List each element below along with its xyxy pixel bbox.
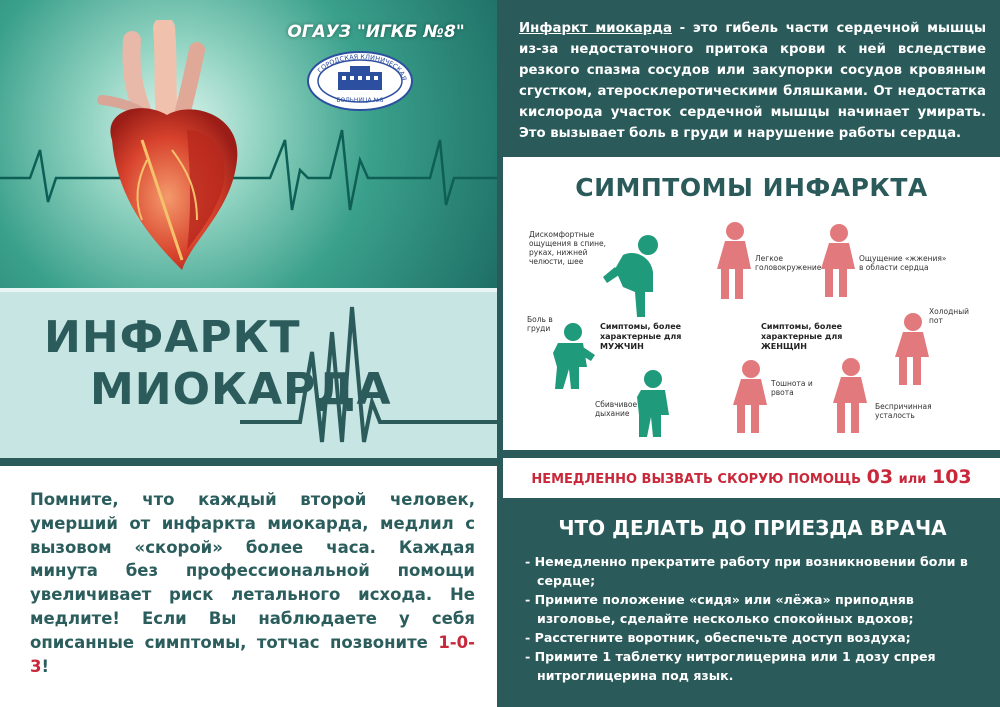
symptom-discomfort-label: Дискомфортные ощущения в спине, руках, нижней челюсти, шее [529,230,607,266]
first-aid-panel [503,502,1000,707]
symptoms-title: СИМПТОМЫ ИНФАРКТА [575,173,928,202]
symptom-cold-sweat-label: Холодный пот [929,307,969,325]
reminder-text: Помните, что каждый второй человек, умерший от инфаркта миокарда, медлил с вызовом «скорой» более часа. Каждая минута без профессиональной помощи увеличивает риск летального исхода. Не медлите! Если Вы наблюдаете у себя описанные симптомы, тотчас позвоните 1-0-3! [30,490,475,676]
first-aid-title: ЧТО ДЕЛАТЬ ДО ПРИЕЗДА ВРАЧА [558,516,947,540]
list-item: - Немедленно прекратите работу при возникновении боли в сердце; [525,554,968,588]
symptom-chest-pain-label: Боль в груди [527,315,553,333]
woman-nausea-icon [733,360,767,433]
woman-cold-sweat-icon [895,313,929,385]
page-title-line1: ИНФАРКТ [44,312,301,363]
emergency-call-banner [503,458,1000,498]
title-band [0,288,497,458]
woman-burning-icon [821,224,855,297]
symptom-fatigue-label: Беспричинная усталость [875,402,932,420]
symptom-dizziness-label: Легкое головокружение [755,254,822,272]
reminder-panel [0,466,497,707]
org-name: ОГАУЗ "ИГКБ №8" [287,22,465,42]
list-item: - Примите 1 таблетку нитроглицерина или 1 дозу спрея нитроглицерина под язык. [525,649,936,683]
definition-text: Инфаркт миокарда - это гибель части сердечной мышцы из-за недостаточного притока крови к ней вследствие резкого спазма сосудов или закупорки сосудов кровяным сгустком, атеросклеротическими бляшками. От недостатка кислорода участок сердечной мышцы начинает умирать. Это вызывает боль в груди и нарушение работы сердца. [519,21,986,141]
logo-text-bottom: БОЛЬНИЦА №8 [336,97,384,104]
emergency-number-103: 103 [931,466,972,488]
man-back-pain-icon [603,235,658,317]
woman-dizziness-icon [717,222,751,299]
woman-fatigue-icon [833,358,867,433]
symptoms-panel [503,157,1000,450]
symptom-nausea-label: Тошнота и рвота [771,379,813,397]
list-item: - Расстегните воротник, обеспечьте доступ воздуха; [525,630,911,645]
hospital-logo-icon [306,50,414,112]
emergency-text: НЕМЕДЛЕННО ВЫЗВАТЬ СКОРУЮ ПОМОЩЬ [531,472,862,487]
emergency-number: 1-0-3 [30,632,475,676]
page-title-line2: МИОКАРДА [90,364,392,415]
symptom-breathing-label: Сбивчивое дыхание [595,400,638,418]
symptom-burning-label: Ощущение «жжения» в области сердца [859,254,947,272]
definition-term: Инфаркт миокарда [519,21,672,36]
logo-text-top: ГОРОДСКАЯ КЛИНИЧЕСКАЯ [315,52,409,82]
emergency-or: или [898,472,927,487]
men-symptoms-heading: Симптомы, более характерные для МУЖЧИН [600,322,682,351]
emergency-number-03: 03 [866,466,894,488]
first-aid-list [525,552,980,685]
definition-panel [503,0,1000,150]
list-item: - Примите положение «сидя» или «лёжа» приподняв изголовье, сделайте несколько спокойных вдохов; [525,592,914,626]
heart-illustration-icon [72,20,272,280]
women-symptoms-heading: Симптомы, более характерные для ЖЕНЩИН [761,322,843,351]
hero-image [0,0,497,288]
